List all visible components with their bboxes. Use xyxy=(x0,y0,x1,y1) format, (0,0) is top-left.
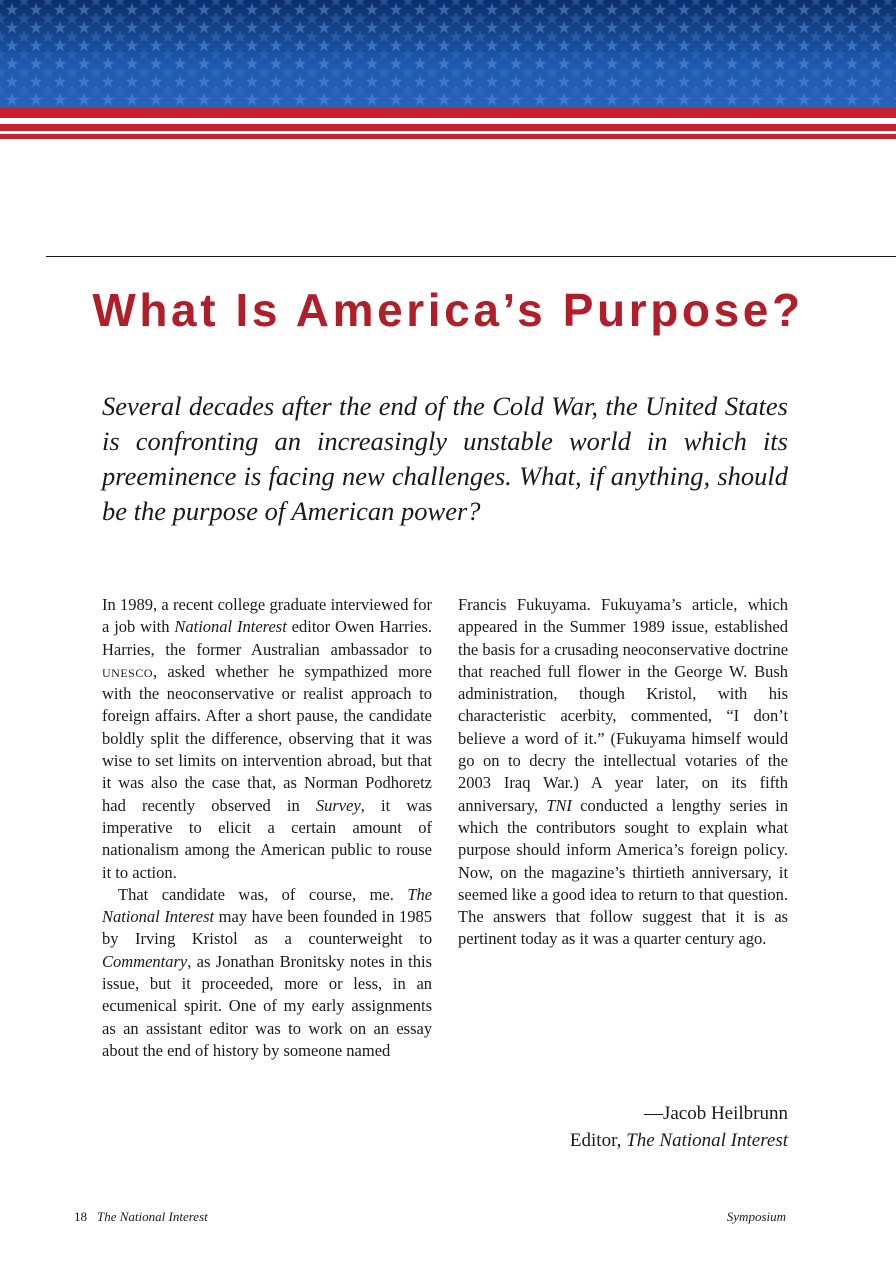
p2-text-2-word xyxy=(119,929,136,948)
p2-text-4-word: century xyxy=(684,929,735,949)
p2-text-4-word: The xyxy=(458,907,484,927)
p2-text-3-word: in xyxy=(390,951,403,971)
p2-text-3-word: the xyxy=(458,639,479,659)
p2-text-3-word xyxy=(546,706,560,725)
p2-text-3-word: it xyxy=(181,974,191,994)
p2-text-4-word xyxy=(580,907,589,926)
p2-text-3-word: an xyxy=(373,1018,390,1038)
p1-text-2: editor Owen Harries. Harries, the former Australian ambassador to xyxy=(102,617,432,659)
footer-section: Symposium xyxy=(726,1209,786,1224)
p2-text-4-word: like xyxy=(511,884,537,904)
p2-text-3-word: essay xyxy=(396,1018,433,1038)
p2-text-4-word: explain xyxy=(698,817,748,837)
p2-text-3-word: Bush xyxy=(754,661,789,681)
p1-italic-survey: Survey xyxy=(315,795,361,815)
p2-text-3-word xyxy=(602,773,615,792)
p2-text-4-word xyxy=(527,818,536,837)
p2-text-3-word: Kristol, xyxy=(646,684,697,704)
p2-text-3-word xyxy=(712,706,726,725)
p2-text-3-word: , xyxy=(187,951,192,971)
paragraph-2-continued xyxy=(458,594,788,951)
p2-text-3-word: crusading xyxy=(554,639,619,659)
p2-text-4-word xyxy=(663,796,671,815)
p2-text-3-word: full xyxy=(547,661,571,681)
p2-text-3-word: issue, xyxy=(671,617,709,637)
p2-text-3-word: of xyxy=(195,1040,209,1060)
p2-text-3-word xyxy=(499,751,507,770)
banner-stripe-red-1 xyxy=(0,108,896,118)
p2-text-4-word: to xyxy=(681,884,695,904)
p2-text-4-word: follow xyxy=(589,907,633,927)
p2-text-3-word xyxy=(718,773,731,792)
flag-banner xyxy=(0,0,896,140)
p2-text-3-word: Summer xyxy=(569,617,626,637)
body-column-left xyxy=(102,594,432,1062)
p2-text-4-word xyxy=(648,796,656,815)
signature-publication: The National Interest xyxy=(626,1130,788,1151)
p2-text-4-word xyxy=(745,907,754,926)
p2-text-3-word: his xyxy=(768,684,788,704)
p2-text-3-word: basis xyxy=(482,639,516,659)
p2-text-3-word: established xyxy=(714,617,788,637)
p2-text-4-word: answers xyxy=(493,907,547,927)
p2-text-4-word xyxy=(668,818,677,837)
p2-text-3-word xyxy=(191,974,202,993)
p2-text-3-word xyxy=(343,974,354,993)
p2-text-3-word: notes xyxy=(349,951,385,971)
p2-text-4-word: suggest xyxy=(642,907,692,927)
p2-text-4-word: magazine’s xyxy=(551,862,626,882)
p2-text-4-word: lengthy xyxy=(671,795,722,815)
p2-text-3-word: spirit. xyxy=(183,996,222,1016)
p2-text-4-word: return xyxy=(638,884,678,904)
signature-name: —Jacob Heilbrunn xyxy=(643,1103,788,1124)
paragraph-2-start xyxy=(102,884,432,1062)
p2-text-3-word: Fukuyama. xyxy=(516,595,591,614)
p2-text-2-word: have xyxy=(251,907,283,927)
p2-text-3-word: to xyxy=(288,1018,301,1038)
p2-text-3-word: A xyxy=(590,773,602,793)
p2-text-4-word: that xyxy=(699,884,724,904)
p2-text-2-word xyxy=(238,929,255,948)
p2-text-3-word: the xyxy=(767,751,789,771)
p2-text-3-word: named xyxy=(346,1040,391,1060)
header-rule xyxy=(46,256,896,257)
p2-text-3-word: votaries xyxy=(684,751,738,771)
p2-text-3-word: of xyxy=(564,728,579,748)
p2-text-4-word xyxy=(484,907,493,926)
p2-text-3-word: of xyxy=(263,996,277,1016)
p2-text-1-word: candidate xyxy=(161,884,225,904)
p2-text-3-word xyxy=(382,974,393,993)
p2-text-3-word: One xyxy=(228,996,257,1016)
p2-text-1-word: was, xyxy=(238,884,269,904)
p2-text-3-word: assignments xyxy=(351,996,433,1016)
p2-text-3-word: on xyxy=(701,773,719,793)
p2-text-3-word xyxy=(491,773,504,792)
p2-text-3-word: early xyxy=(311,996,345,1016)
p2-text-3-word: (Fukuyama xyxy=(610,728,686,748)
p2-text-2-word: to xyxy=(419,929,433,949)
p2-text-3-word: with xyxy=(717,684,748,704)
p2-text-4-word: as xyxy=(774,907,789,927)
p2-text-2-word: a xyxy=(284,929,292,949)
p2-text-4-word: contributors xyxy=(535,817,616,837)
p2-text-3-word: go xyxy=(458,751,475,771)
p2-text-3-word xyxy=(571,662,578,681)
p2-text-3-word xyxy=(737,751,745,770)
p2-text-3-word: appeared xyxy=(458,617,518,637)
p2-text-3-word: would xyxy=(746,728,789,748)
article-title: What Is America’s Purpose? xyxy=(92,284,804,336)
p2-text-2-word: Irving xyxy=(135,929,176,949)
p2-text-3-word: commented, xyxy=(630,706,712,726)
p2-text-3-word: the xyxy=(574,751,595,771)
p2-text-3-word: George xyxy=(674,661,723,681)
p2-text-3-word: acerbity, xyxy=(560,706,617,726)
p2-text-3-word xyxy=(739,706,753,725)
p2-text-4-word: should xyxy=(516,840,561,860)
p2-text-3-word: an xyxy=(416,974,433,994)
p2-text-3-word: my xyxy=(283,996,305,1016)
p2-text-1-word: course, xyxy=(308,884,357,904)
p2-text-4-word: foreign xyxy=(690,840,738,860)
p2-text-3-word: don’t xyxy=(753,706,789,726)
p2-text-4-word xyxy=(726,907,735,926)
p2-text-4-word: pertinent xyxy=(458,929,517,949)
p2-text-4-word: quarter xyxy=(634,929,681,949)
p2-text-3-word xyxy=(139,974,150,993)
p2-text-3-word: history xyxy=(212,1040,259,1060)
p2-text-3-word xyxy=(541,662,548,681)
p2-text-3-word: to xyxy=(507,751,521,771)
p2-text-4-word xyxy=(767,796,775,815)
p2-text-3-word xyxy=(591,595,601,614)
p2-text-3-word: that xyxy=(458,661,483,681)
banner-stripe-white-2 xyxy=(0,131,896,134)
p2-text-3-word xyxy=(617,706,631,725)
p2-text-4-word: conducted xyxy=(580,795,648,815)
p2-text-4-word: today xyxy=(520,929,558,949)
p2-text-4-word: the xyxy=(507,817,528,837)
p2-text-3-word xyxy=(759,751,767,770)
p2-text-4-word: a xyxy=(540,884,549,904)
p2-text-3-word xyxy=(538,796,546,815)
p2-text-3-word xyxy=(305,996,312,1015)
p2-text-3-word xyxy=(682,595,692,614)
p2-text-2-word xyxy=(403,929,420,948)
p2-text-2-word: in xyxy=(381,907,395,927)
p1-text-3: , asked whether he sympathized more with the neoconservative or realist approach to foreign affairs. After a short pause, the candidate boldly split the difference, observing that it was wise to set limits on intervention abroad, but that it was also the case that, as Norman Podhoretz had recently observed in xyxy=(102,661,432,815)
p2-text-3-word: in xyxy=(392,974,406,994)
p2-text-3-word: neoconservative xyxy=(622,639,730,659)
body-column-right xyxy=(458,594,788,951)
p2-text-2-word xyxy=(268,929,285,948)
p2-text-4-word xyxy=(546,907,555,926)
p2-text-3-word: a xyxy=(511,728,519,748)
p2-text-3-word xyxy=(676,751,684,770)
p2-text-3-word: for xyxy=(519,639,539,659)
p2-text-4-word: idea xyxy=(589,884,617,904)
p2-text-3-word: on xyxy=(349,1018,367,1038)
p2-text-4-word: it xyxy=(735,907,745,927)
p2-text-3-word: Iraq xyxy=(503,773,531,793)
page-number: 18 xyxy=(74,1209,87,1224)
p2-text-3-word: as xyxy=(102,1018,116,1038)
p2-text-3-word: on xyxy=(482,751,500,771)
p2-text-4-word: is xyxy=(753,907,765,927)
p2-text-3-word: word xyxy=(524,728,559,748)
p1-unesco: unesco xyxy=(102,661,154,681)
p2-text-4-word xyxy=(690,818,699,837)
p2-text-3-word: War.) xyxy=(543,773,579,793)
p2-text-1-word xyxy=(356,885,369,904)
p2-text-4-word: America’s xyxy=(616,840,685,860)
p2-text-4-word: inform xyxy=(566,840,612,860)
p2-text-3-word: article, xyxy=(692,595,738,614)
p2-text-3-word: editor xyxy=(209,1018,248,1038)
p2-text-3-word xyxy=(643,773,656,792)
p2-text-2-word: Kristol xyxy=(191,929,238,949)
p2-text-3-word xyxy=(116,1019,123,1038)
p2-text-3-word: year xyxy=(614,773,644,793)
p2-text-4-word: as xyxy=(561,929,576,949)
p2-text-3-word: but xyxy=(149,974,171,994)
p2-text-3-word xyxy=(273,974,284,993)
p2-text-4-word xyxy=(572,796,580,815)
p1-italic-publication: National Interest xyxy=(174,617,287,637)
p2-text-4-word: what xyxy=(756,817,789,837)
signature-role-label: Editor, xyxy=(569,1130,627,1151)
p2-text-3-word: which xyxy=(747,595,789,614)
p2-text-3-word: “I xyxy=(726,706,740,726)
p2-text-3-word xyxy=(696,684,718,703)
p1-text-4: , it was imperative to elicit a certain amount of nationalism among the American public to rouse it to action. xyxy=(102,795,432,882)
p2-text-4-word: to xyxy=(677,817,690,837)
p2-text-3-word: decry xyxy=(529,751,566,771)
p2-text-3-word xyxy=(171,974,182,993)
p2-text-2-word: 1985 xyxy=(399,907,433,927)
p2-text-3-word: this xyxy=(408,951,432,971)
p2-italic-commentary-word: Commentary xyxy=(102,951,188,971)
p2-text-3-word: by xyxy=(262,1040,280,1060)
p2-text-3-word xyxy=(475,751,483,770)
p2-text-3-word: work xyxy=(308,1018,343,1038)
p2-text-4-word: good xyxy=(552,884,586,904)
p2-italic-publication-word: National xyxy=(102,907,160,927)
p2-italic-commentary xyxy=(102,952,187,971)
p2-text-3-word: 1989 xyxy=(631,617,665,637)
banner-stripe-red-3 xyxy=(0,134,896,139)
p2-text-2-word: as xyxy=(254,929,268,949)
p2-text-3-word xyxy=(507,595,517,614)
p2-text-3-word xyxy=(406,974,417,993)
p2-italic-tni-word: TNI xyxy=(546,795,572,815)
p2-text-3-word: of xyxy=(745,751,760,771)
p2-text-3-word: himself xyxy=(691,728,741,748)
p2-text-3-word: its xyxy=(731,773,747,793)
banner-stripe-red-2 xyxy=(0,124,896,131)
p2-text-3-word: believe xyxy=(458,728,506,748)
p2-text-3-word: anniversary, xyxy=(458,795,539,815)
p2-italic-publication-word: Interest xyxy=(164,907,215,927)
p2-text-4-word: to xyxy=(621,884,635,904)
p2-text-1-word xyxy=(225,885,238,904)
p2-text-1-word xyxy=(394,885,407,904)
p2-text-3-word: as xyxy=(196,951,211,971)
p2-text-3-word: W. xyxy=(729,661,748,681)
p2-text-3-word xyxy=(625,684,647,703)
p2-text-3-word: ecumenical xyxy=(102,996,178,1016)
p2-text-3-word xyxy=(557,684,579,703)
p2-text-3-word: doctrine xyxy=(733,639,789,659)
p2-text-1-word: of xyxy=(281,884,296,904)
p2-text-1-word xyxy=(148,885,161,904)
p2-text-4-word xyxy=(747,818,756,837)
p2-text-4-word: a xyxy=(656,795,664,815)
article-deck: Several decades after the end of the Cold War, the United States is confronting an increasingly unstable world in which its preeminence is facing new challenges. What, if anything, should be the purpose of American power? xyxy=(102,391,788,526)
p2-text-2-word: by xyxy=(102,929,119,949)
p2-text-4-word: it xyxy=(778,862,789,882)
p2-text-3-word xyxy=(277,996,284,1015)
p2-text-2-word xyxy=(175,929,192,948)
p2-text-3-word xyxy=(222,996,229,1015)
p2-text-4-word: ago. xyxy=(738,929,767,949)
p2-text-4-word: it xyxy=(579,929,589,949)
p2-text-3-word xyxy=(530,773,543,792)
p2-text-4-word: question. xyxy=(728,884,789,904)
p2-text-4-word: series xyxy=(729,795,767,815)
p2-text-4-word: was xyxy=(592,929,619,949)
p2-text-4-word: a xyxy=(622,929,630,949)
p2-text-2-word xyxy=(292,929,309,948)
p2-text-4-word xyxy=(498,818,507,837)
p2-text-4-word: seemed xyxy=(458,884,508,904)
p2-text-2-word: been xyxy=(287,907,319,927)
paragraph-1 xyxy=(102,594,432,884)
signature-role xyxy=(458,1127,788,1154)
p2-text-3-word: more xyxy=(284,974,319,994)
p2-text-4-word: thirtieth xyxy=(632,862,685,882)
p2-text-3-word: proceeded, xyxy=(201,974,274,994)
p2-text-3-word: later, xyxy=(656,773,689,793)
p2-text-3-word xyxy=(177,996,184,1015)
p2-text-3-word: or xyxy=(328,974,343,994)
p2-text-3-word: Francis xyxy=(458,595,507,614)
banner-star-pattern-offset xyxy=(0,0,896,106)
p2-text-4-word: Now, xyxy=(458,862,494,882)
p2-text-3-word xyxy=(595,751,603,770)
footer-publication: The National Interest xyxy=(97,1209,208,1224)
p2-text-4-word xyxy=(633,907,642,926)
signature-block xyxy=(458,1100,788,1154)
p2-text-1-word: me. xyxy=(369,884,394,904)
p2-text-4-word: which xyxy=(458,817,499,837)
p2-italic-publication-word: The xyxy=(407,884,433,904)
footer-left xyxy=(74,1209,208,1225)
p2-text-3-word: a xyxy=(542,639,551,659)
p2-text-3-word xyxy=(139,1019,146,1038)
p2-text-3-word: issue, xyxy=(102,974,140,994)
p2-text-4-word xyxy=(517,863,524,882)
p2-text-3-word xyxy=(747,684,769,703)
p2-text-3-word: end xyxy=(167,1040,191,1060)
p2-text-3-word: reached xyxy=(489,661,541,681)
p2-text-3-word: Fukuyama’s xyxy=(601,595,682,614)
p2-text-3-word: administration, xyxy=(458,684,558,704)
p1-text-1: In 1989, a recent college graduate interviewed for a job with xyxy=(102,595,432,637)
p2-text-3-word: in xyxy=(523,617,537,637)
p2-text-4-word xyxy=(692,907,701,926)
p2-text-4-word: purpose xyxy=(458,840,511,860)
p2-text-2-word: founded xyxy=(323,907,378,927)
p2-text-4-word: on xyxy=(500,862,517,882)
p2-text-3-word: was xyxy=(255,1018,281,1038)
p2-text-4-word xyxy=(685,863,692,882)
p2-text-3-word: flower xyxy=(577,661,621,681)
p2-text-4-word xyxy=(765,907,774,926)
p2-text-3-word xyxy=(342,1019,349,1038)
p2-text-3-word xyxy=(579,773,591,792)
p2-text-3-word: characteristic xyxy=(458,706,546,726)
p2-text-1 xyxy=(118,885,407,904)
p2-text-4-word: that xyxy=(555,907,581,927)
p2-text-2-word: counterweight xyxy=(308,929,403,949)
p2-text-3-word: someone xyxy=(283,1040,343,1060)
p2-text-3-word: intellectual xyxy=(603,751,677,771)
p2-text-3-word: in xyxy=(627,661,641,681)
p2-text-4-word xyxy=(772,863,779,882)
p2-text-3-word: an xyxy=(123,1018,139,1038)
p2-text-3-word: 2003 xyxy=(458,773,491,793)
p2-text-3-word: assistant xyxy=(146,1018,202,1038)
p2-text-3-word: about xyxy=(102,1040,139,1060)
p2-text-3-word xyxy=(747,773,760,792)
p2-text-1-word: That xyxy=(118,884,149,904)
p2-text-3-word: less, xyxy=(353,974,383,994)
p2-text-3-word xyxy=(483,662,490,681)
p2-text-3-word xyxy=(318,974,329,993)
p2-text-4-word: in xyxy=(775,795,788,815)
p2-text-4-word: policy. xyxy=(743,840,789,860)
p2-text-3-word: the xyxy=(543,617,564,637)
p2-text-3-word xyxy=(737,595,747,614)
p2-text-3-word: the xyxy=(647,661,668,681)
p2-text-1-word xyxy=(268,885,281,904)
p2-text-4-word: that xyxy=(701,907,726,927)
p2-text-3-word: though xyxy=(578,684,625,704)
p2-text-3-word: Jonathan xyxy=(215,951,275,971)
p2-text-3-word xyxy=(689,773,702,792)
banner-stripe-white-1 xyxy=(0,118,896,124)
p2-text-4-word: sought xyxy=(624,817,669,837)
p2-text-2-word: may xyxy=(218,907,248,927)
p2-text-4-word: anniversary, xyxy=(691,862,772,882)
p2-text-3-word: fifth xyxy=(759,773,788,793)
p2-text-4-word: the xyxy=(523,862,544,882)
p2-text-3-word: Bronitsky xyxy=(279,951,345,971)
p2-text-3-word: it.” xyxy=(584,728,605,748)
p2-text-1-word xyxy=(295,885,308,904)
p2-text-3-word: the xyxy=(142,1040,163,1060)
